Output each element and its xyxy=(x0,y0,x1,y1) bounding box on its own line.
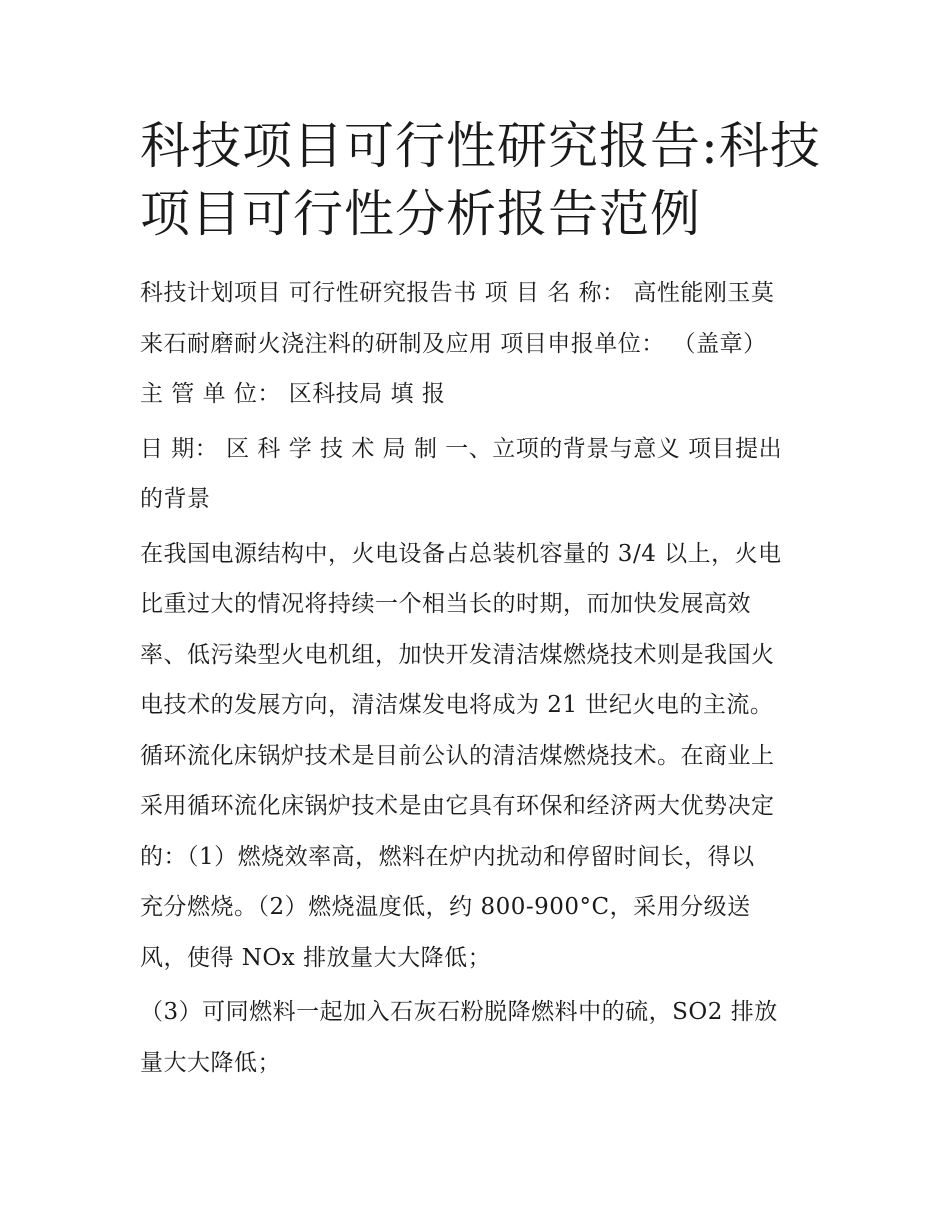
text-line: 循环流化床锅炉技术是目前公认的清洁煤燃烧技术。在商业上 xyxy=(140,742,775,769)
document-page xyxy=(140,112,820,1088)
sulfur-paragraph xyxy=(140,987,820,1088)
text-line: 的背景 xyxy=(140,486,211,512)
document-title xyxy=(140,112,820,248)
text-line: 来石耐磨耐火浇注料的研制及应用 项目申报单位： （盖章） xyxy=(140,330,767,357)
text-line: 采用循环流化床锅炉技术是由它具有环保和经济两大优势决定 xyxy=(140,793,775,819)
text-line: 风，使得 NOx 排放量大大降低； xyxy=(140,944,492,971)
text-line: 电技术的发展方向，清洁煤发电将成为 21 世纪火电的主流。 xyxy=(140,692,774,718)
text-line: 日 期： 区 科 学 技 术 局 制 一、立项的背景与意义 项目提出 xyxy=(140,435,783,462)
project-info-paragraph xyxy=(140,268,820,420)
background-body-paragraph xyxy=(140,529,820,984)
text-line: 率、低污染型火电机组，加快开发清洁煤燃烧技术则是我国火 xyxy=(140,641,775,668)
title-line-2: 项目可行性分析报告范例 xyxy=(140,185,701,243)
text-line: 的：（1）燃烧效率高，燃料在炉内扰动和停留时间长，得以 xyxy=(140,843,755,870)
text-line: 主 管 单 位： 区科技局 填 报 xyxy=(140,381,446,407)
text-line: 充分燃烧。（2）燃烧温度低，约 800-900°C，采用分级送 xyxy=(140,894,751,920)
text-line: 比重过大的情况将持续一个相当长的时期，而加快发展高效 xyxy=(140,591,751,617)
text-line: 量大大降低； xyxy=(140,1049,281,1076)
text-line: （3）可同燃料一起加入石灰石粉脱降燃料中的硫，SO2 排放 xyxy=(140,999,778,1025)
text-line: 在我国电源结构中，火电设备占总装机容量的 3/4 以上，火电 xyxy=(140,540,782,567)
text-line: 科技计划项目 可行性研究报告书 项 目 名 称： 高性能刚玉莫 xyxy=(140,280,775,306)
date-background-paragraph xyxy=(140,424,820,525)
title-line-1: 科技项目可行性研究报告:科技 xyxy=(140,117,821,175)
